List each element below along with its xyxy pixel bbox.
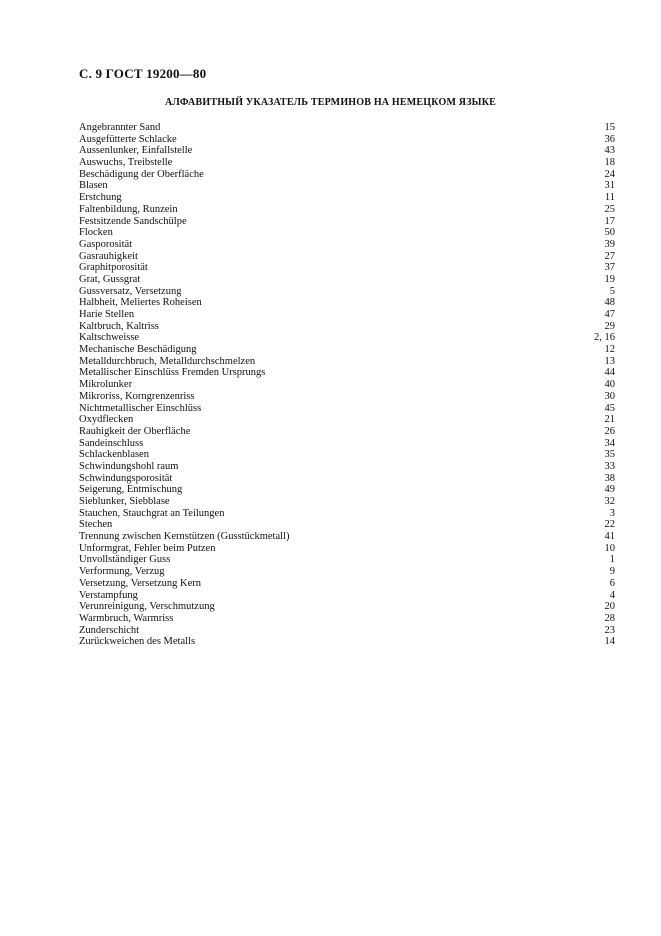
- term-name: Mikroriss, Korngrenzenriss: [79, 390, 195, 402]
- term-name: Schlackenblasen: [79, 449, 149, 461]
- term-number: 36: [604, 133, 615, 145]
- term-name: Sieblunker, Siebblase: [79, 496, 170, 507]
- term-name: Rauhigkeit der Oberfläche: [79, 425, 191, 437]
- term-number: 44: [604, 367, 615, 379]
- term-name: Ausgefütterte Schlacke: [79, 133, 177, 145]
- term-row: [79, 286, 615, 298]
- term-name: Beschädigung der Oberfläche: [79, 168, 204, 180]
- term-number: 37: [604, 262, 615, 274]
- term-number: 20: [604, 601, 615, 613]
- term-name: Flocken: [79, 227, 113, 239]
- index-title: АЛФАВИТНЫЙ УКАЗАТЕЛЬ ТЕРМИНОВ НА НЕМЕЦКОМ ЯЗЫКЕ: [164, 97, 497, 108]
- term-number: 10: [604, 542, 615, 554]
- term-number: 5: [609, 285, 615, 297]
- term-number: 30: [604, 390, 615, 402]
- term-row: [79, 403, 615, 415]
- term-name: Trennung zwischen Kernstützen (Gusstückmetall): [79, 531, 290, 543]
- term-number: 50: [604, 227, 615, 239]
- term-name: Erstchung: [79, 192, 122, 204]
- term-row: [79, 461, 615, 473]
- term-number: 6: [609, 577, 615, 589]
- term-name: Warmbruch, Warmriss: [79, 612, 174, 624]
- term-row: [79, 367, 615, 379]
- term-number: 48: [604, 297, 615, 309]
- term-number: 34: [604, 437, 615, 449]
- term-name: Verunreinigung, Verschmutzung: [79, 601, 215, 613]
- term-list: [79, 122, 615, 648]
- term-name: Mikrolunker: [79, 379, 133, 391]
- term-number: 3: [609, 507, 615, 519]
- term-row: [79, 262, 615, 274]
- term-row: [79, 379, 615, 391]
- term-row: [79, 157, 615, 169]
- term-number: 47: [604, 309, 615, 320]
- term-number: 25: [604, 203, 615, 215]
- term-row: [79, 122, 615, 134]
- term-number: 27: [604, 250, 615, 262]
- term-row: [79, 601, 615, 613]
- term-name: Zunderschicht: [79, 624, 140, 636]
- term-number: 40: [604, 379, 615, 391]
- term-row: [79, 636, 615, 648]
- term-row: [79, 391, 615, 403]
- term-name: Gussversatz, Versetzung: [79, 285, 182, 297]
- term-name: Sandeinschluss: [79, 437, 144, 449]
- term-name: Nichtmetallischer Einschlüss: [79, 402, 202, 414]
- term-name: Verformung, Verzug: [79, 566, 165, 578]
- term-number: 12: [604, 344, 615, 356]
- term-name: Gasporosität: [79, 238, 133, 250]
- term-number: 17: [604, 215, 615, 227]
- term-row: [79, 239, 615, 251]
- term-row: [79, 449, 615, 461]
- term-row: [79, 356, 615, 368]
- term-name: Schwindungshohl raum: [79, 460, 179, 472]
- term-name: Auswuchs, Treibstelle: [79, 157, 173, 169]
- term-name: Blasen: [79, 180, 108, 192]
- term-row: [79, 321, 615, 333]
- term-number: 29: [604, 320, 615, 332]
- term-number: 31: [604, 180, 615, 192]
- term-number: 33: [604, 460, 615, 472]
- term-number: 11: [604, 192, 615, 204]
- term-name: Angebrannter Sand: [79, 122, 161, 133]
- term-row: [79, 216, 615, 228]
- term-name: Grat, Gussgrat: [79, 273, 141, 285]
- term-name: Metallischer Einschlüss Fremden Ursprungs: [79, 367, 266, 379]
- term-number: 2, 16: [594, 332, 615, 344]
- term-row: [79, 297, 615, 309]
- term-row: [79, 519, 615, 531]
- term-row: [79, 496, 615, 508]
- term-name: Graphitporosität: [79, 262, 148, 274]
- term-name: Gasrauhigkeit: [79, 250, 138, 262]
- term-number: 19: [604, 273, 615, 285]
- term-number: 23: [604, 624, 615, 636]
- term-number: 49: [604, 484, 615, 496]
- term-number: 32: [604, 496, 615, 507]
- term-name: Schwindungsporosität: [79, 472, 173, 484]
- term-name: Verstampfung: [79, 589, 138, 601]
- term-row: [79, 251, 615, 263]
- term-number: 39: [604, 238, 615, 250]
- term-row: [79, 180, 615, 192]
- term-row: [79, 508, 615, 520]
- term-row: [79, 438, 615, 450]
- term-name: Festsitzende Sandschülpe: [79, 215, 187, 227]
- term-number: 4: [609, 589, 615, 601]
- term-row: [79, 332, 615, 344]
- term-row: [79, 543, 615, 555]
- term-name: Halbheit, Meliertes Roheisen: [79, 297, 202, 309]
- term-row: [79, 134, 615, 146]
- term-number: 21: [604, 414, 615, 426]
- term-row: [79, 578, 615, 590]
- term-name: Aussenlunker, Einfallstelle: [79, 145, 193, 157]
- term-name: Versetzung, Versetzung Kern: [79, 577, 201, 589]
- term-number: 41: [604, 531, 615, 543]
- term-number: 24: [604, 168, 615, 180]
- term-row: [79, 590, 615, 602]
- term-number: 38: [604, 472, 615, 484]
- term-number: 1: [609, 554, 615, 566]
- term-number: 18: [604, 157, 615, 169]
- term-row: [79, 554, 615, 566]
- term-row: [79, 566, 615, 578]
- term-row: [79, 227, 615, 239]
- term-name: Kaltschweisse: [79, 332, 140, 344]
- term-row: [79, 473, 615, 485]
- term-name: Stechen: [79, 519, 113, 531]
- term-row: [79, 414, 615, 426]
- term-number: 9: [609, 566, 615, 578]
- term-number: 35: [604, 449, 615, 461]
- term-name: Unformgrat, Fehler beim Putzen: [79, 542, 216, 554]
- term-name: Metalldurchbruch, Metalldurchschmelzen: [79, 355, 256, 367]
- term-name: Stauchen, Stauchgrat an Teilungen: [79, 507, 225, 519]
- page-header: С. 9 ГОСТ 19200—80: [79, 66, 207, 81]
- term-row: [79, 145, 615, 157]
- term-name: Kaltbruch, Kaltriss: [79, 320, 159, 332]
- term-row: [79, 625, 615, 637]
- term-row: [79, 169, 615, 181]
- term-number: 13: [604, 355, 615, 367]
- term-row: [79, 192, 615, 204]
- term-number: 15: [604, 122, 615, 133]
- term-number: 22: [604, 519, 615, 531]
- term-number: 45: [604, 402, 615, 414]
- term-name: Harie Stellen: [79, 309, 135, 320]
- term-number: 26: [604, 425, 615, 437]
- term-name: Oxydflecken: [79, 414, 134, 426]
- term-name: Zurückweichen des Metalls: [79, 636, 196, 648]
- term-row: [79, 613, 615, 625]
- term-number: 43: [604, 145, 615, 157]
- term-name: Unvollständiger Guss: [79, 554, 171, 566]
- term-row: [79, 344, 615, 356]
- term-name: Mechanische Beschädigung: [79, 344, 197, 356]
- term-number: 28: [604, 612, 615, 624]
- term-row: [79, 309, 615, 321]
- term-row: [79, 484, 615, 496]
- term-name: Faltenbildung, Runzein: [79, 203, 178, 215]
- term-row: [79, 426, 615, 438]
- term-row: [79, 204, 615, 216]
- term-row: [79, 274, 615, 286]
- term-row: [79, 531, 615, 543]
- term-number: 14: [604, 636, 615, 648]
- term-name: Seigerung, Entmischung: [79, 484, 183, 496]
